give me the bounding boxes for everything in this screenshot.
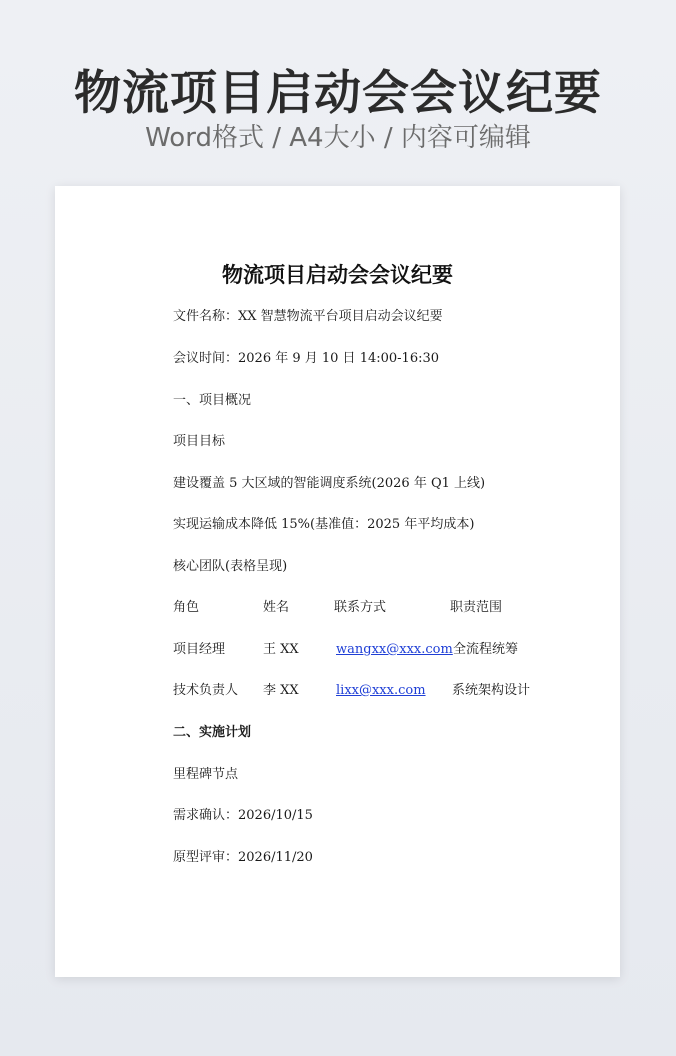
banner-title: 物流项目启动会会议纪要 [74, 66, 602, 121]
banner-subtitle: Word格式 / A4大小 / 内容可编辑 [145, 123, 531, 153]
section2-heading: 二、实施计划 [173, 725, 252, 740]
goal-item-2: 实现运输成本降低 15%(基准值：2025 年平均成本) [173, 517, 475, 532]
milestone-item-1: 需求确认：2026/10/15 [173, 808, 313, 823]
milestone-item-2: 原型评审：2026/11/20 [173, 850, 313, 865]
section1-heading: 一、项目概况 [173, 393, 252, 408]
team-table-row1-email-link[interactable] [336, 641, 453, 659]
team-table-row1-role: 项目经理 [173, 642, 226, 657]
email-link-text[interactable]: wangxx@xxx.com [336, 642, 453, 657]
team-table-header-name: 姓名 [263, 600, 290, 615]
meeting-time-line: 会议时间：2026 年 9 月 10 日 14:00-16:30 [173, 351, 440, 366]
file-name-line: 文件名称：XX 智慧物流平台项目启动会议纪要 [173, 309, 443, 324]
team-table-row1-duty: 全流程统筹 [453, 642, 519, 657]
team-table-row2-duty: 系统架构设计 [452, 683, 531, 698]
milestone-heading: 里程碑节点 [173, 767, 239, 782]
goal-heading: 项目目标 [173, 434, 226, 449]
team-table-row2-email-link[interactable] [336, 682, 426, 700]
team-table-row2-role: 技术负责人 [173, 683, 239, 698]
goal-item-1: 建设覆盖 5 大区域的智能调度系统(2026 年 Q1 上线) [173, 476, 486, 491]
document-page [55, 186, 620, 977]
team-table-header-role: 角色 [173, 600, 200, 615]
team-table-row1-name: 王 XX [263, 642, 299, 657]
team-table-header-contact: 联系方式 [334, 600, 387, 615]
team-heading: 核心团队(表格呈现) [173, 559, 288, 574]
team-table-row2-name: 李 XX [263, 683, 299, 698]
document-title: 物流项目启动会会议纪要 [222, 262, 453, 287]
team-table-header-duty: 职责范围 [450, 600, 503, 615]
email-link-text[interactable]: lixx@xxx.com [336, 683, 426, 698]
